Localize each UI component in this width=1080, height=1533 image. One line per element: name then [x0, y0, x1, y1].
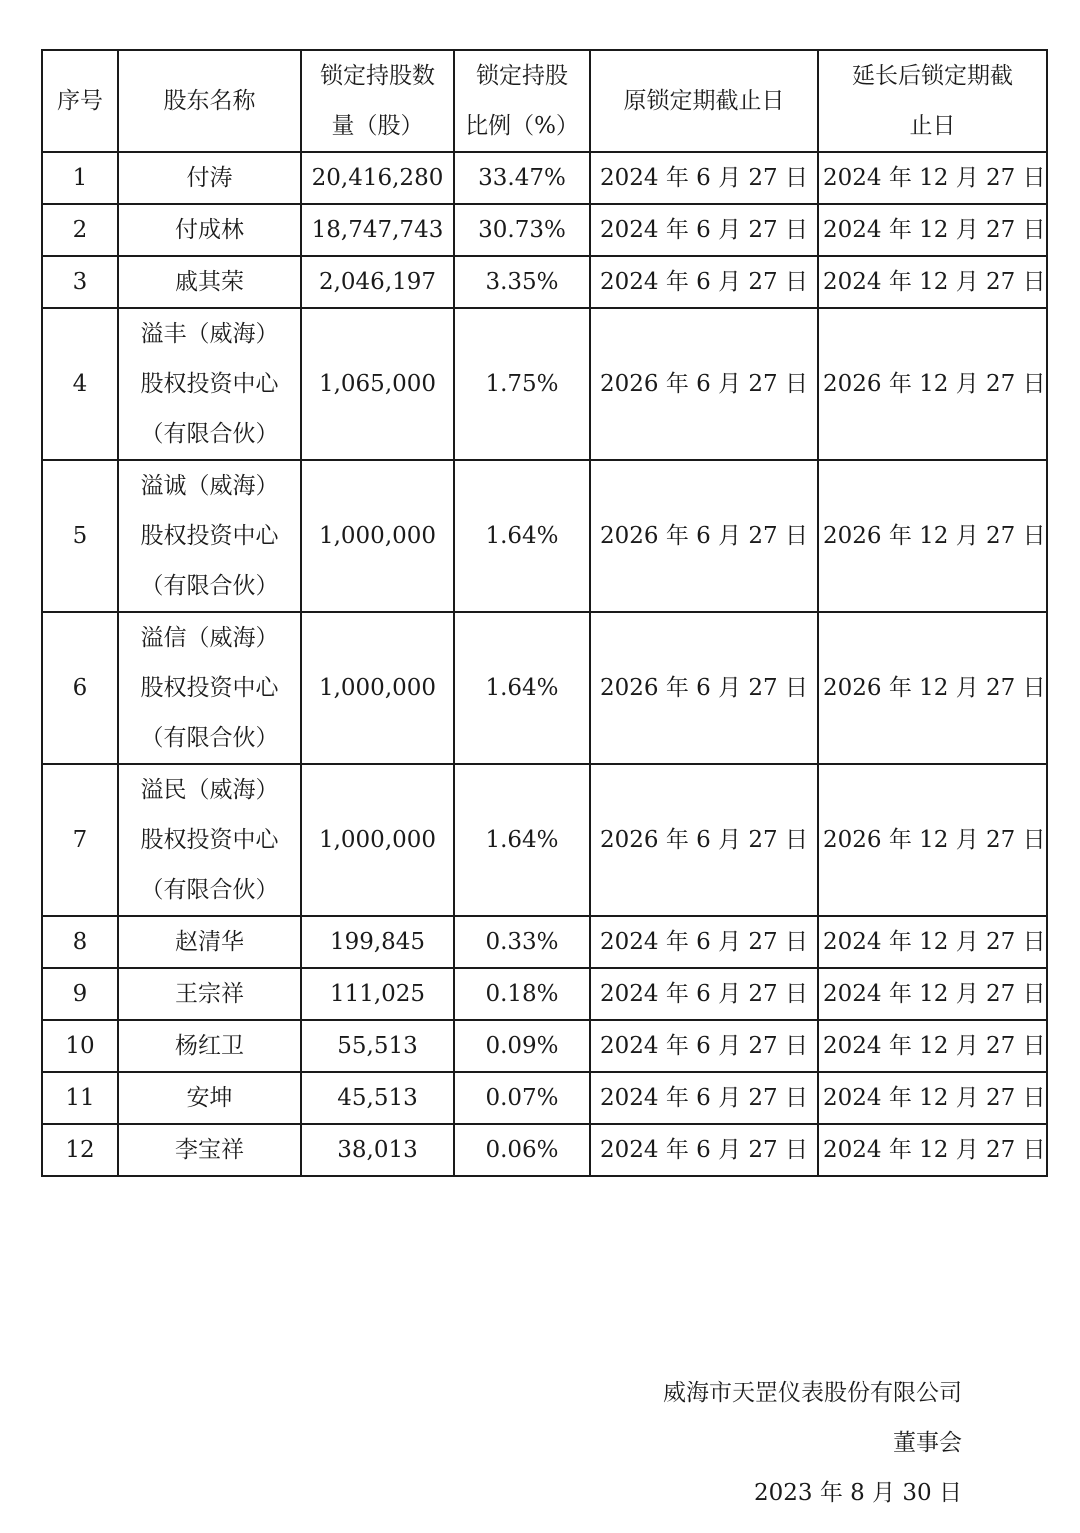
cell-seq: 7 [42, 764, 118, 916]
shareholder-name-line: 戚其荣 [175, 269, 244, 295]
cell-shareholder-name [118, 152, 301, 204]
cell-seq: 6 [42, 612, 118, 764]
cell-original-end-date: 2026 年 6 月 27 日 [590, 460, 818, 612]
cell-extended-end-date: 2024 年 12 月 27 日 [818, 152, 1047, 204]
cell-seq: 1 [42, 152, 118, 204]
table-row [42, 204, 1047, 256]
cell-extended-end-date: 2024 年 12 月 27 日 [818, 204, 1047, 256]
cell-original-end-date: 2026 年 6 月 27 日 [590, 764, 818, 916]
cell-seq: 4 [42, 308, 118, 460]
table-row [42, 256, 1047, 308]
cell-extended-end-date: 2024 年 12 月 27 日 [818, 1020, 1047, 1072]
cell-locked-ratio: 0.09% [454, 1020, 590, 1072]
shareholder-name-line: （有限合伙） [140, 421, 279, 447]
header-locked-ratio-line2: 比例（%） [465, 113, 579, 139]
cell-original-end-date: 2024 年 6 月 27 日 [590, 256, 818, 308]
cell-locked-quantity: 38,013 [301, 1124, 454, 1176]
cell-seq: 3 [42, 256, 118, 308]
cell-shareholder-name [118, 612, 301, 764]
cell-locked-quantity: 18,747,743 [301, 204, 454, 256]
cell-locked-ratio: 0.06% [454, 1124, 590, 1176]
cell-extended-end-date: 2024 年 12 月 27 日 [818, 1072, 1047, 1124]
cell-original-end-date: 2024 年 6 月 27 日 [590, 204, 818, 256]
table-body [42, 152, 1047, 1176]
table-row [42, 1020, 1047, 1072]
table-row [42, 968, 1047, 1020]
table-row [42, 1124, 1047, 1176]
cell-locked-quantity: 55,513 [301, 1020, 454, 1072]
board-of-directors: 董事会 [893, 1430, 962, 1456]
cell-locked-ratio: 1.64% [454, 460, 590, 612]
cell-extended-end-date: 2026 年 12 月 27 日 [818, 612, 1047, 764]
cell-locked-ratio: 1.75% [454, 308, 590, 460]
cell-original-end-date: 2026 年 6 月 27 日 [590, 612, 818, 764]
cell-shareholder-name [118, 764, 301, 916]
cell-locked-ratio: 0.18% [454, 968, 590, 1020]
shareholder-name-line: 杨红卫 [175, 1033, 244, 1059]
cell-shareholder-name [118, 916, 301, 968]
cell-locked-quantity: 20,416,280 [301, 152, 454, 204]
cell-shareholder-name [118, 460, 301, 612]
cell-original-end-date: 2024 年 6 月 27 日 [590, 916, 818, 968]
shareholder-name-line: 赵清华 [175, 929, 244, 955]
cell-original-end-date: 2024 年 6 月 27 日 [590, 1124, 818, 1176]
cell-shareholder-name [118, 1072, 301, 1124]
cell-locked-ratio: 0.33% [454, 916, 590, 968]
cell-original-end-date: 2024 年 6 月 27 日 [590, 968, 818, 1020]
header-original-end-date: 原锁定期截止日 [590, 50, 818, 152]
cell-seq: 2 [42, 204, 118, 256]
shareholder-name-line: 付涛 [186, 165, 233, 191]
cell-shareholder-name [118, 968, 301, 1020]
shareholder-name-line: （有限合伙） [140, 573, 279, 599]
cell-seq: 11 [42, 1072, 118, 1124]
shareholder-name-line: 溢诚（威海） [140, 473, 279, 499]
cell-shareholder-name [118, 204, 301, 256]
shareholder-name-line: 股权投资中心 [140, 827, 279, 853]
cell-original-end-date: 2024 年 6 月 27 日 [590, 152, 818, 204]
cell-locked-quantity: 111,025 [301, 968, 454, 1020]
cell-locked-quantity: 1,000,000 [301, 612, 454, 764]
cell-locked-ratio: 1.64% [454, 764, 590, 916]
signature-block [663, 1368, 962, 1518]
cell-locked-quantity: 2,046,197 [301, 256, 454, 308]
cell-extended-end-date: 2024 年 12 月 27 日 [818, 916, 1047, 968]
header-shareholder-name: 股东名称 [118, 50, 301, 152]
header-locked-quantity [301, 50, 454, 152]
shareholder-name-line: 王宗祥 [175, 981, 244, 1007]
table-row [42, 1072, 1047, 1124]
header-locked-ratio-line1: 锁定持股 [476, 63, 568, 89]
table-header-row [42, 50, 1047, 152]
table-row [42, 764, 1047, 916]
shareholder-name-line: 溢信（威海） [140, 625, 279, 651]
cell-locked-ratio: 30.73% [454, 204, 590, 256]
cell-locked-ratio: 33.47% [454, 152, 590, 204]
header-seq: 序号 [42, 50, 118, 152]
header-locked-quantity-line2: 量（股） [331, 113, 424, 139]
shareholder-name-line: 安坤 [186, 1085, 233, 1111]
header-locked-quantity-line1: 锁定持股数 [320, 63, 435, 89]
table-row [42, 916, 1047, 968]
table-row [42, 612, 1047, 764]
cell-original-end-date: 2024 年 6 月 27 日 [590, 1020, 818, 1072]
cell-locked-quantity: 1,000,000 [301, 460, 454, 612]
cell-extended-end-date: 2024 年 12 月 27 日 [818, 256, 1047, 308]
shareholder-name-line: 付成林 [175, 217, 244, 243]
cell-original-end-date: 2024 年 6 月 27 日 [590, 1072, 818, 1124]
cell-shareholder-name [118, 1124, 301, 1176]
cell-extended-end-date: 2026 年 12 月 27 日 [818, 460, 1047, 612]
cell-locked-quantity: 1,000,000 [301, 764, 454, 916]
cell-shareholder-name [118, 308, 301, 460]
table-row [42, 152, 1047, 204]
signature-date: 2023 年 8 月 30 日 [754, 1480, 962, 1506]
cell-seq: 10 [42, 1020, 118, 1072]
cell-extended-end-date: 2024 年 12 月 27 日 [818, 968, 1047, 1020]
shareholder-name-line: 股权投资中心 [140, 371, 279, 397]
shareholder-name-line: 溢民（威海） [140, 777, 279, 803]
table-row [42, 460, 1047, 612]
shareholder-name-line: 股权投资中心 [140, 523, 279, 549]
cell-locked-ratio: 3.35% [454, 256, 590, 308]
table-row [42, 308, 1047, 460]
cell-seq: 9 [42, 968, 118, 1020]
cell-extended-end-date: 2024 年 12 月 27 日 [818, 1124, 1047, 1176]
cell-extended-end-date: 2026 年 12 月 27 日 [818, 764, 1047, 916]
cell-locked-quantity: 45,513 [301, 1072, 454, 1124]
shareholder-name-line: （有限合伙） [140, 725, 279, 751]
cell-locked-quantity: 199,845 [301, 916, 454, 968]
shareholder-name-line: 溢丰（威海） [140, 321, 279, 347]
cell-shareholder-name [118, 1020, 301, 1072]
header-extended-end-date [818, 50, 1047, 152]
cell-locked-ratio: 1.64% [454, 612, 590, 764]
cell-seq: 12 [42, 1124, 118, 1176]
cell-locked-ratio: 0.07% [454, 1072, 590, 1124]
company-name: 威海市天罡仪表股份有限公司 [663, 1380, 962, 1406]
cell-original-end-date: 2026 年 6 月 27 日 [590, 308, 818, 460]
cell-extended-end-date: 2026 年 12 月 27 日 [818, 308, 1047, 460]
cell-locked-quantity: 1,065,000 [301, 308, 454, 460]
shareholder-name-line: （有限合伙） [140, 877, 279, 903]
header-extended-end-date-line1: 延长后锁定期截 [852, 63, 1013, 89]
cell-seq: 8 [42, 916, 118, 968]
shareholder-name-line: 股权投资中心 [140, 675, 279, 701]
header-locked-ratio [454, 50, 590, 152]
shareholder-name-line: 李宝祥 [175, 1137, 244, 1163]
lockup-shareholders-table [41, 49, 1048, 1177]
cell-seq: 5 [42, 460, 118, 612]
cell-shareholder-name [118, 256, 301, 308]
header-extended-end-date-line2: 止日 [909, 113, 956, 139]
